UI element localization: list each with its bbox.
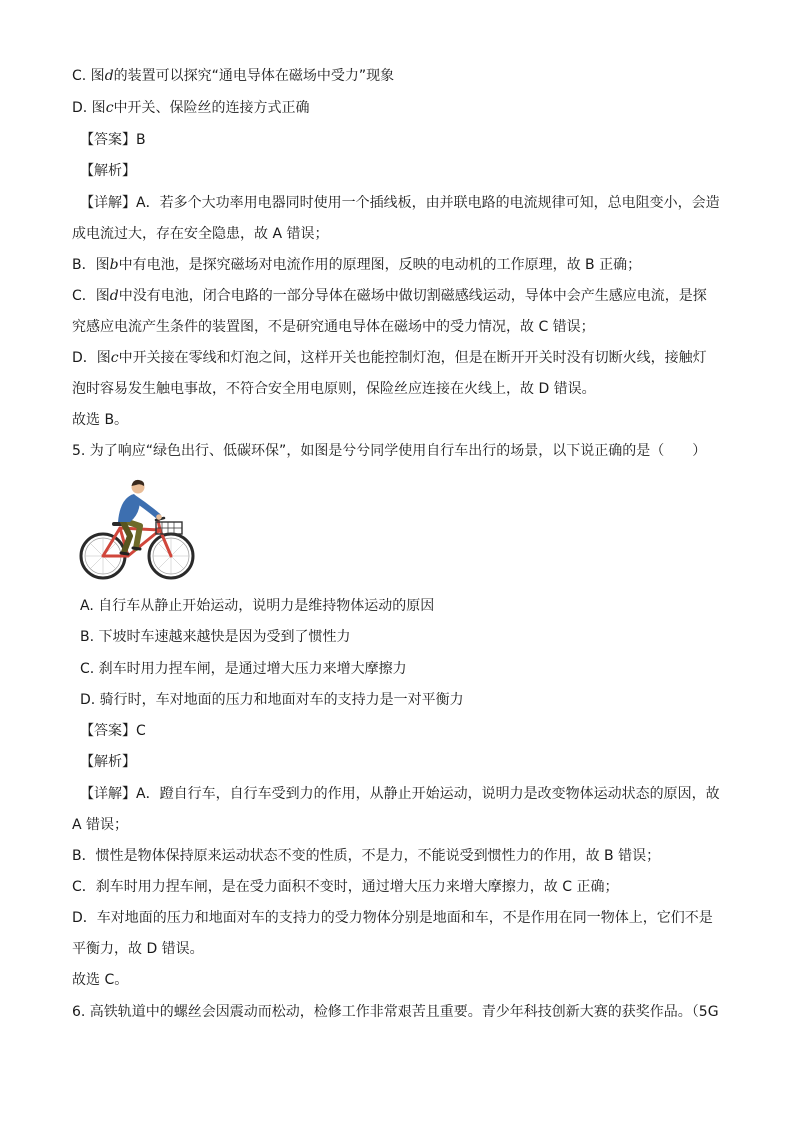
q5-conclusion: 故选 C。 [72,972,129,988]
q4-option-d: D. 图c中开关、保险丝的连接方式正确 [72,100,310,116]
q4-detail-d-line1: D．图c中开关接在零线和灯泡之间，这样开关也能控制灯泡，但是在断开开关时没有切断火线，接触灯 [72,350,707,366]
q5-option-a: A. 自行车从静止开始运动，说明力是维持物体运动的原因 [80,598,435,614]
q5-detail-a-line2: A 错误； [72,817,129,833]
q5-analysis-heading: 【解析】 [80,754,136,770]
q5-detail-a-line1: 【详解】A．蹬自行车，自行车受到力的作用，从静止开始运动，说明力是改变物体运动状态的原因，故 [80,786,720,802]
q5-detail-b: B．惯性是物体保持原来运动状态不变的性质，不是力，不能说受到惯性力的作用，故 B 错误； [72,848,661,864]
q4-detail-c-line2: 究感应电流产生条件的装置图，不是研究通电导体在磁场中的受力情况，故 C 错误； [72,319,595,335]
q4-option-c: C. 图d的装置可以探究“通电导体在磁场中受力”现象 [72,68,395,84]
q4-detail-d-line2: 泡时容易发生触电事故，不符合安全用电原则，保险丝应连接在火线上，故 D 错误。 [72,381,596,397]
q4-detail-b: B．图b中有电池，是探究磁场对电流作用的原理图，反映的电动机的工作原理，故 B 正确； [72,257,642,273]
cyclist-illustration [78,478,198,588]
q5-detail-d-line2: 平衡力，故 D 错误。 [72,941,204,957]
q5-detail-c: C．刹车时用力捏车闸，是在受力面积不变时，通过增大压力来增大摩擦力，故 C 正确； [72,879,619,895]
q5-option-b: B. 下坡时车速越来越快是因为受到了惯性力 [80,629,351,645]
q4-detail-a-line2: 成电流过大，存在安全隐患，故 A 错误； [72,226,329,242]
q6-stem: 6. 高铁轨道中的螺丝会因震动而松动，检修工作非常艰苦且重要。青少年科技创新大赛的获奖作品。（5G [72,1004,719,1020]
q4-conclusion: 故选 B。 [72,412,129,428]
q4-analysis-heading: 【解析】 [80,163,136,179]
q5-detail-d-line1: D．车对地面的压力和地面对车的支持力的受力物体分别是地面和车，不是作用在同一物体上，它们不是 [72,910,713,926]
q5-answer: 【答案】C [80,723,146,739]
q5-option-c: C. 刹车时用力捏车闸，是通过增大压力来增大摩擦力 [80,661,407,677]
q5-option-d: D. 骑行时，车对地面的压力和地面对车的支持力是一对平衡力 [80,692,464,708]
q4-answer: 【答案】B [80,132,146,148]
q4-detail-a-line1: 【详解】A．若多个大功率用电器同时使用一个插线板，由并联电路的电流规律可知，总电阻变小，会造 [80,195,720,211]
q4-detail-c-line1: C．图d中没有电池，闭合电路的一部分导体在磁场中做切割磁感线运动，导体中会产生感应电流，是探 [72,288,707,304]
q5-stem: 5. 为了响应“绿色出行、低碳环保”，如图是兮兮同学使用自行车出行的场景，以下说正确的是（ ） [72,443,707,459]
